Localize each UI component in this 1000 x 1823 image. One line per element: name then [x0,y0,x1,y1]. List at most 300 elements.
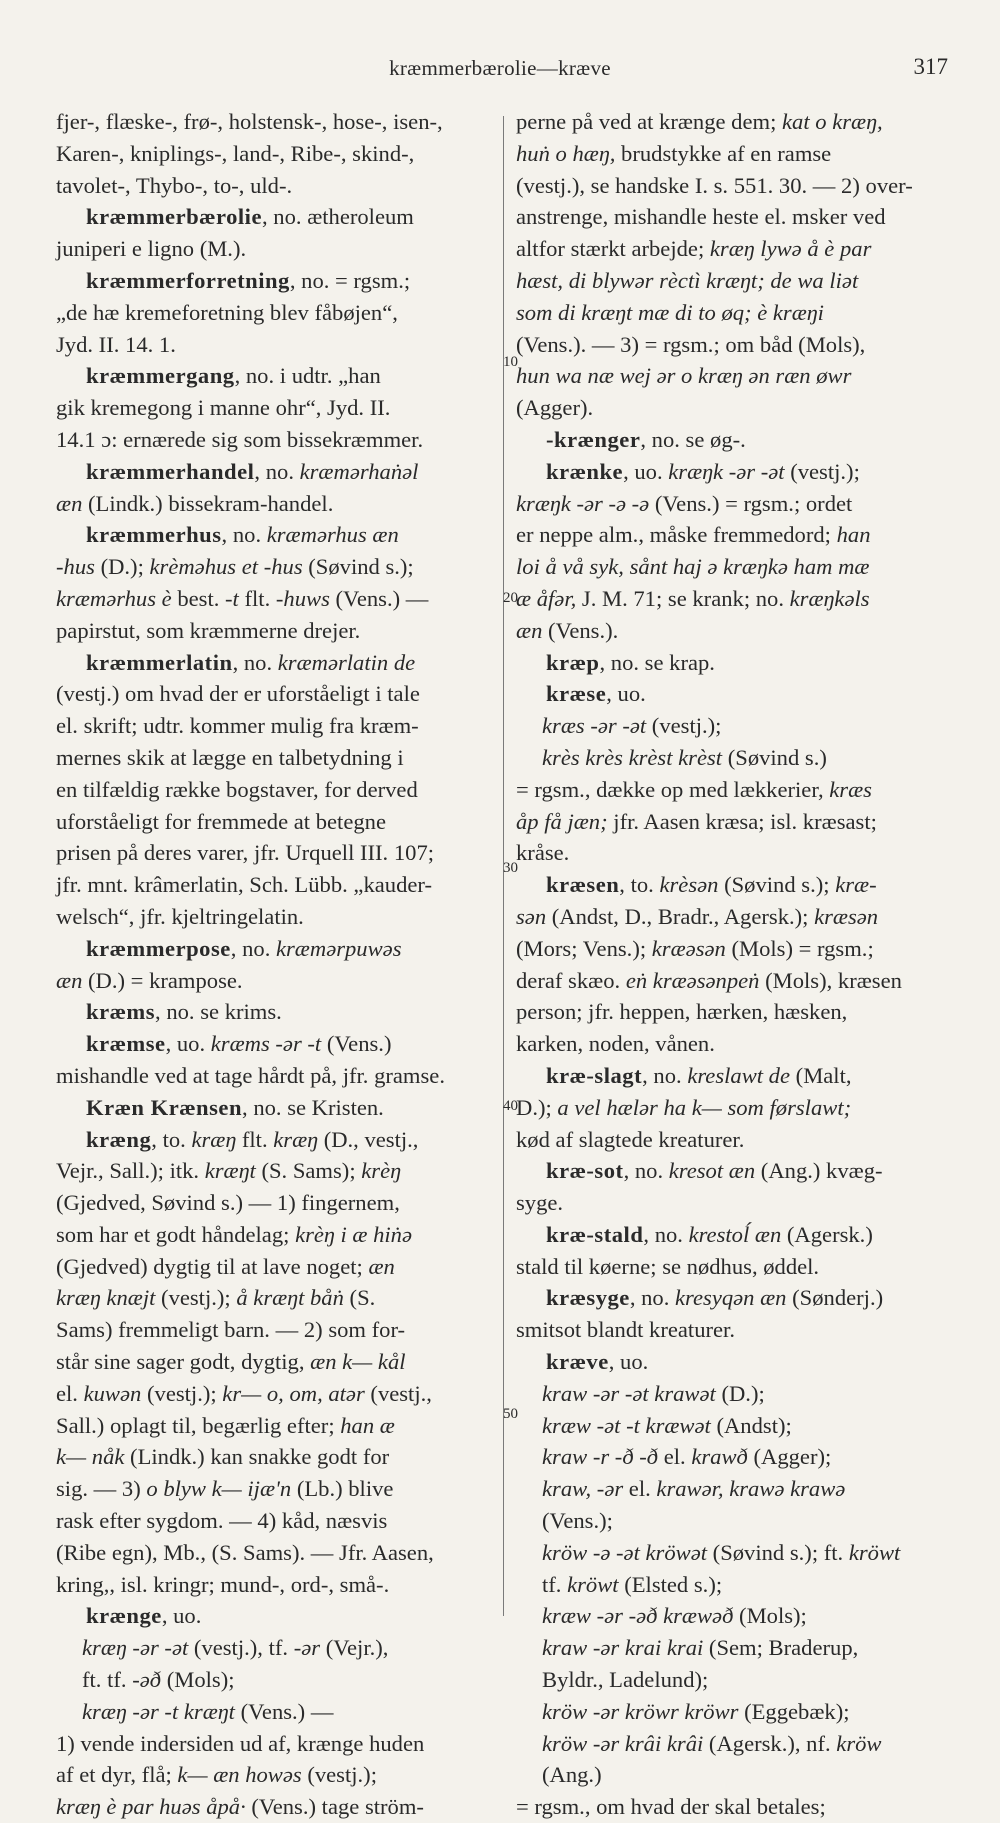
headword: kræ-sot [546,1158,624,1184]
line-text: fjer-, flæske-, frø-, holstensk-, hose-, isen-, [56,109,443,134]
dialect-form: a vel hælər ha k— som førslawt; [557,1094,852,1120]
line-text: , uo. [623,458,669,484]
dictionary-line [56,424,498,456]
line-text: en tilfældig række bogstaver, for derved [56,776,418,802]
dictionary-line [516,519,960,551]
line-text: el. [623,1476,657,1502]
dictionary-line [516,1410,960,1442]
line-text: (Søvind s.); [302,554,414,580]
headword: krænge [86,1603,162,1629]
dictionary-line [56,933,498,965]
line-text: , uo. [608,1349,649,1375]
dictionary-line [56,1473,498,1505]
dialect-form: kröwt [567,1571,619,1597]
dialect-form: kresyqən æn [675,1285,787,1311]
line-text: , no. ætheroleum [262,204,414,230]
dialect-form: kræŋkəls [789,585,870,611]
headword: kræse [546,681,607,707]
line-text: (vestj.); [155,1285,237,1311]
headword: kræ-stald [546,1221,644,1247]
line-text: papirstut, som kræmmerne drejer. [56,617,361,643]
dialect-form: krèŋ [361,1158,401,1184]
dialect-form: kresot æn [668,1158,756,1184]
line-text: mishandle ved at tage hårdt på, jfr. gramse. [56,1062,445,1088]
line-text: (D.); [715,1380,765,1406]
dictionary-line [516,392,960,424]
dictionary-line [516,1473,960,1505]
dialect-form: kröw [836,1730,882,1756]
line-text: , to. [619,872,660,898]
line-text: gik kremegong i manne ohr“, Jyd. II. [56,395,391,421]
line-text: rask efter sygdom. — 4) kåd, næsvis [56,1508,388,1534]
dialect-form: kræs -ər -ət [542,713,647,739]
dictionary-line [56,1378,498,1410]
dictionary-line [56,869,498,901]
dictionary-line [516,806,960,838]
dialect-form: kraw -r -ð -ð [542,1444,659,1470]
dictionary-line [56,1124,498,1156]
dictionary-line [516,742,960,774]
dialect-form: kræŋ [191,1126,237,1152]
dialect-form: kraw -ər krai krai [542,1635,704,1661]
line-text: , no. i udtr. „han [234,363,381,389]
dictionary-line [516,774,960,806]
dictionary-line [516,1155,960,1187]
dictionary-line [516,710,960,742]
line-text: (Vens.) — [234,1698,334,1724]
line-text: er neppe alm., måske fremmedord; [516,522,837,548]
line-text: (Ang.) [542,1762,602,1788]
dictionary-line [516,265,960,297]
headword: krænke [546,458,624,484]
line-text: flt. [236,1126,274,1152]
dictionary-line [516,869,960,901]
dictionary-line [56,710,498,742]
headword: kræsen [546,872,620,898]
right-column [516,106,960,1823]
dialect-form: kröw -ər krâi krâi [542,1730,704,1756]
dictionary-line [516,1251,960,1283]
line-text: , no. [629,1285,676,1311]
dialect-form: kræŋk -ər -ət [668,458,785,484]
dictionary-line [516,1346,960,1378]
headword: kræmmerforretning [86,267,290,293]
line-text: står sine sager godt, dygtig, [56,1349,311,1375]
line-text: (Vens.) = rgsm.; ordet [649,490,853,516]
dictionary-line [56,201,498,233]
line-text: (vestj.); [301,1762,377,1788]
dictionary-line [56,519,498,551]
dictionary-line [56,1219,498,1251]
dictionary-line [56,774,498,806]
dictionary-line [56,996,498,1028]
dialect-form: krèŋ i æ hiṅə [295,1221,412,1247]
dictionary-line [56,233,498,265]
line-text: tf. [542,1571,568,1597]
dialect-form: kröwt [848,1539,901,1565]
line-text: , no. = rgsm.; [289,267,411,293]
dictionary-line [516,201,960,233]
dialect-form: kræmərpuwəs [275,935,402,961]
line-text: (Vens.); [542,1508,613,1534]
line-text: Karen-, kniplings-, land-, Ribe-, skind-, [56,140,415,166]
line-text: J. M. 71; se krank; no. [576,585,790,611]
dictionary-line [516,329,960,361]
dictionary-line [56,1092,498,1124]
dialect-form: kat o kræŋ, [782,109,883,134]
line-text: , no. se krims. [155,999,282,1025]
line-text: smitsot blandt kreaturer. [516,1317,735,1343]
dictionary-line [56,360,498,392]
line-text: (Vejr.), [320,1635,389,1661]
line-text: uforståeligt for fremmede at betegne [56,808,386,834]
dictionary-line [516,1696,960,1728]
line-text: (Søvind s.) [722,744,827,770]
line-text: (Gjedved) dygtig til at lave noget; [56,1253,369,1279]
dictionary-line [56,392,498,424]
dictionary-line [56,742,498,774]
line-text: (D., vestj., [318,1126,419,1152]
dictionary-line [516,933,960,965]
dialect-form: kræsən [814,903,879,929]
dialect-form: -huws [275,585,330,611]
dialect-form: kraw, -ər [542,1476,624,1502]
line-text: kring,, isl. kringr; mund-, ord-, små-. [56,1571,390,1597]
dialect-form: krèməhus et -hus [149,554,303,580]
line-text: (Mols); [733,1603,807,1629]
dialect-form: æn [56,967,83,993]
line-text: el. skrift; udtr. kommer mulig fra kræm- [56,713,419,739]
line-text: (S. [343,1285,376,1311]
dialect-form: kræmərhus æn [266,522,399,548]
dictionary-line [56,1251,498,1283]
line-text: (Mols), kræsen [759,967,902,993]
line-text: (Malt, [790,1062,852,1088]
headword: kræp [546,649,600,675]
line-text: (Agersk.) [781,1221,873,1247]
dictionary-line [56,1410,498,1442]
dictionary-line [516,106,960,138]
dictionary-line [56,138,498,170]
line-text: best. [171,585,226,611]
dictionary-line [56,488,498,520]
line-text: (D.); [94,554,150,580]
dialect-form: -əð [132,1667,162,1693]
dialect-form: kræŋ knæjt [56,1285,156,1311]
dictionary-line [56,965,498,997]
line-text: brudstykke af en ramse [615,140,832,166]
dictionary-line [56,1060,498,1092]
dialect-form: kröw -ər kröwr kröwr [542,1698,739,1724]
headword: kræmmergang [86,363,235,389]
dictionary-line [516,1441,960,1473]
dialect-form: -ər [293,1635,321,1661]
dialect-form: o blyw k— ijæ'n [146,1476,292,1502]
dictionary-line [56,1632,498,1664]
dialect-form: kræms -ər -t [210,1031,322,1057]
dialect-form: æ åfər, [516,585,577,611]
dialect-form: kræs [829,776,872,802]
dictionary-line [56,806,498,838]
line-text: (Ang.) kvæg- [755,1158,883,1184]
dictionary-line [56,265,498,297]
headword: Kræn Krænsen [86,1094,243,1120]
dialect-form: kræŋ lywə å è par [709,236,872,262]
dictionary-line [516,1664,960,1696]
line-text: karken, noden, vånen. [516,1031,715,1057]
dialect-form: krawð [691,1444,748,1470]
line-text: (Mors; Vens.); [516,935,652,961]
headword: kræmmerlatin [86,649,233,675]
line-text: (S. Sams); [255,1158,362,1184]
line-text: (Gjedved, Søvind s.) — 1) fingernem, [56,1190,400,1216]
line-text: flt. [238,585,276,611]
dialect-form: åp få jæn; [516,808,608,834]
headword: kræmmerhandel [86,458,255,484]
dictionary-line [56,1028,498,1060]
dictionary-line [56,1441,498,1473]
line-text: mernes skik at lægge en talbetydning i [56,744,404,770]
line-text: sig. — 3) [56,1476,147,1502]
dictionary-line [56,837,498,869]
dictionary-line [516,1569,960,1601]
dialect-form: sən [516,903,547,929]
dictionary-line [56,678,498,710]
headword: kræmmerbærolie [86,204,262,230]
dialect-form: kræ- [835,872,877,898]
dialect-form: kræw -ət -t kræwət [542,1412,711,1438]
line-number: 30 [503,860,518,876]
dialect-form: kræmərhus è [56,585,172,611]
dialect-form: kuwən [83,1380,142,1406]
line-text: el. [658,1444,692,1470]
line-text: (Søvind s.); [718,872,836,898]
line-text: stald til køerne; se nødhus, øddel. [516,1253,820,1279]
dictionary-line [516,1124,960,1156]
line-text: D.); [516,1094,558,1120]
line-text: , no. [254,458,300,484]
dictionary-line [516,615,960,647]
dictionary-line [516,1728,960,1760]
line-text: (Vens.) [321,1031,392,1057]
dialect-form: kr— o, om, atər [222,1380,365,1406]
dictionary-line [56,1728,498,1760]
dialect-form: k— nåk [56,1444,125,1470]
dictionary-line [516,1092,960,1124]
line-number: 40 [503,1098,518,1114]
dictionary-line [516,1537,960,1569]
dictionary-line [56,647,498,679]
headword: -krænger [546,426,641,452]
headword: kræmmerpose [86,935,231,961]
line-text: Sall.) oplagt til, begærlig efter; [56,1412,341,1438]
line-text: , no. se øg-. [640,426,746,452]
headword: kræve [546,1349,609,1375]
dialect-form: hæst, di blywər rèctì kræŋt; de wa liət [516,267,859,293]
dialect-form: han æ [340,1412,395,1438]
line-text: = rgsm., om hvad der skal betales; [516,1794,826,1820]
headword: kræsyge [546,1285,630,1311]
dictionary-line [56,583,498,615]
line-text: anstrenge, mishandle heste el. msker ved [516,204,886,230]
dictionary-line [516,837,960,869]
dialect-form: som di kræŋt mæ di to øq; è kræŋi [516,299,824,325]
dictionary-line [516,138,960,170]
dictionary-line [516,360,960,392]
dictionary-line [56,106,498,138]
headword: kræms [86,999,156,1025]
dictionary-line [56,1569,498,1601]
dialect-form: krèsən [659,872,719,898]
line-text: (Agger); [747,1444,832,1470]
line-text: (Lindk.) kan snakke godt for [124,1444,390,1470]
dialect-form: kræw -ər -əð kræwəð [542,1603,734,1629]
dictionary-line [56,1346,498,1378]
line-text: (Eggebæk); [738,1698,850,1724]
line-text: (D.) = krampose. [82,967,243,993]
line-text: perne på ved at krænge dem; [516,109,783,134]
dictionary-line [516,965,960,997]
dialect-form: kreslawt de [687,1062,791,1088]
line-text: prisen på deres varer, jfr. Urquell III. 107; [56,840,435,866]
line-text: , no. [643,1221,689,1247]
dictionary-line [516,424,960,456]
dictionary-line [516,1282,960,1314]
line-text: , no. [221,522,267,548]
line-text: , to. [151,1126,192,1152]
line-text: (Mols); [161,1667,235,1693]
dictionary-line [56,615,498,647]
line-number: 20 [503,590,518,606]
dictionary-line [56,170,498,202]
dictionary-line [56,1759,498,1791]
dialect-form: kræŋ -ər -t kræŋt [82,1698,235,1724]
dictionary-line [56,1664,498,1696]
line-text: , uo. [161,1603,202,1629]
dictionary-line [56,329,498,361]
line-text: (Vens.) — [329,585,429,611]
line-text: 1) vende indersiden ud af, krænge huden [56,1730,425,1756]
headword: kræmmerhus [86,522,222,548]
line-text: (vestj.); [784,458,860,484]
line-text: , no. [623,1158,669,1184]
headword: kræ-slagt [546,1062,643,1088]
line-text: (Ribe egn), Mb., (S. Sams). — Jfr. Aasen, [56,1539,434,1565]
dialect-form: han [836,522,871,548]
running-head: kræmmerbærolie—kræve [389,56,611,80]
line-text: kråse. [516,840,570,866]
dictionary-line [56,1600,498,1632]
line-text: (vestj.) om hvad der er uforståeligt i tale [56,681,420,707]
dialect-form: eṅ kræəsənpeṅ [625,967,760,993]
line-text: (Lb.) blive [291,1476,394,1502]
line-text: Sams) fremmeligt barn. — 2) som for- [56,1317,406,1343]
line-text: (vestj.); [141,1380,223,1406]
dictionary-line [516,488,960,520]
dictionary-line [516,678,960,710]
dialect-form: å kræŋt båṅ [236,1285,344,1311]
dictionary-line [516,1314,960,1346]
dictionary-line [516,456,960,488]
line-text: welsch“, jfr. kjeltringelatin. [56,903,304,929]
dictionary-line [516,297,960,329]
line-text: syge. [516,1190,564,1216]
line-text: (vestj.), se handske I. s. 551. 30. — 2) over- [516,172,913,198]
line-text: altfor stærkt arbejde; [516,236,710,262]
line-text: som har et godt håndelag; [56,1221,296,1247]
dictionary-line [56,1537,498,1569]
line-text: (vestj., [364,1380,432,1406]
dictionary-line [516,1187,960,1219]
dictionary-line [516,233,960,265]
line-text: (Andst); [710,1412,792,1438]
line-text: (Mols) = rgsm.; [725,935,874,961]
line-text: Vejr., Sall.); itk. [56,1158,205,1184]
page-header [0,52,1000,86]
dictionary-line [56,551,498,583]
line-text: , no. [230,935,276,961]
dictionary-line [516,1600,960,1632]
dialect-form: hun wa næ wej ər o kræŋ ən ræn øwr [516,363,852,389]
dictionary-line [516,1505,960,1537]
dictionary-line [516,1219,960,1251]
line-text: deraf skæo. [516,967,626,993]
page-number: 317 [913,54,948,79]
headword: kræmse [86,1031,166,1057]
line-text: (Lindk.) bissekram-handel. [82,490,334,516]
line-text: kød af slagtede kreaturer. [516,1126,745,1152]
dialect-form: -hus [56,554,95,580]
dictionary-line [56,1505,498,1537]
line-text: el. [56,1380,84,1406]
line-number: 50 [503,1406,518,1422]
dictionary-line [56,901,498,933]
dialect-form: k— æn howəs [177,1762,302,1788]
headword: kræng [86,1126,152,1152]
dictionary-line [516,1759,960,1791]
dictionary-line [516,1028,960,1060]
dictionary-line [516,901,960,933]
dialect-form: krawər, krawə krawə [656,1476,846,1502]
dictionary-line [516,647,960,679]
line-text: = rgsm., dække op med lækkerier, [516,776,830,802]
dialect-form: kræŋt [204,1158,256,1184]
dialect-form: kræŋ [273,1126,319,1152]
dictionary-line [516,1791,960,1823]
line-text: (Elsted s.); [618,1571,723,1597]
line-text: 14.1 ɔ: ernærede sig som bissekræmmer. [56,426,424,452]
dialect-form: loi å vå syk, sånt haj ə kræŋkə ham mæ [516,554,870,580]
line-text: person; jfr. heppen, hærken, hæsken, [516,999,848,1025]
line-text: , uo. [606,681,646,707]
dictionary-line [516,996,960,1028]
line-text: jfr. Aasen kræsa; isl. kræsast; [607,808,877,834]
dictionary-line [56,1314,498,1346]
dialect-form: kræŋ -ər -ət [82,1635,189,1661]
line-text: Byldr., Ladelund); [542,1667,709,1693]
dictionary-line [516,1378,960,1410]
line-text: , no. se Kristen. [242,1094,384,1120]
line-text: jfr. mnt. krâmerlatin, Sch. Lübb. „kauder- [56,872,432,898]
line-text: (Vens.). [542,617,619,643]
line-text: (Vens.). — 3) = rgsm.; om båd (Mols), [516,331,866,357]
line-text: , no. se krap. [599,649,715,675]
dictionary-line [516,1632,960,1664]
line-text: , no. [232,649,278,675]
line-text: (Sønderj.) [786,1285,884,1311]
line-text: , uo. [165,1031,211,1057]
dictionary-line [516,1060,960,1092]
